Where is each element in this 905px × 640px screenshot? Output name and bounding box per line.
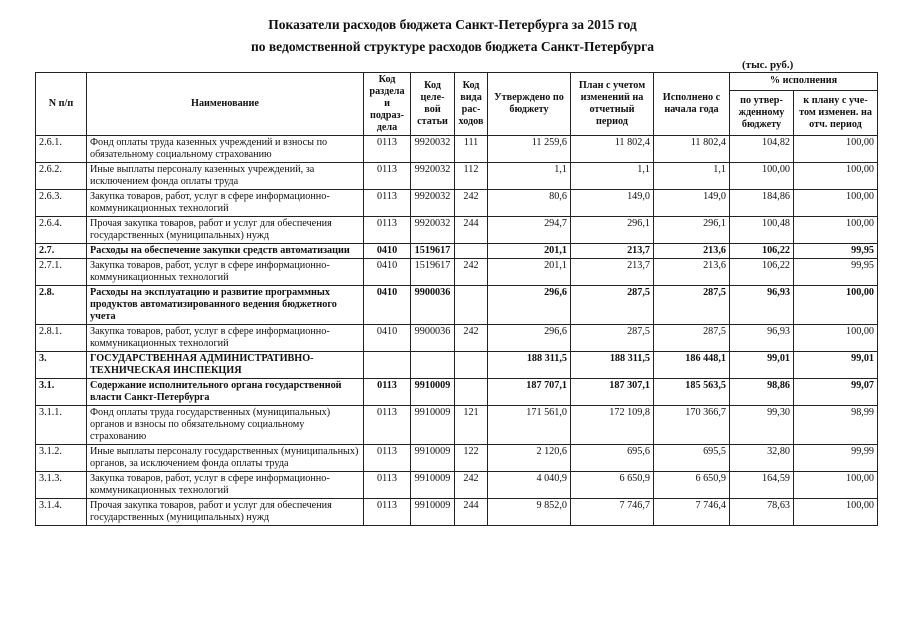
units-label: (тыс. руб.) bbox=[742, 59, 794, 71]
cell-plan: 1,1 bbox=[571, 163, 654, 190]
cell-executed: 186 448,1 bbox=[654, 352, 730, 379]
table-row bbox=[36, 163, 878, 190]
header-percent-group: % исполнения bbox=[730, 73, 878, 91]
cell-cs: 9910009 bbox=[411, 472, 455, 499]
table-row bbox=[36, 259, 878, 286]
cell-plan: 6 650,9 bbox=[571, 472, 654, 499]
cell-cs: 1519617 bbox=[411, 244, 455, 259]
cell-name: Расходы на эксплуатацию и развитие программных продуктов автоматизированного ведения бюджетного учета bbox=[87, 286, 364, 325]
cell-razdel bbox=[364, 352, 411, 379]
header-percent-budget: по утвер-жденному бюджету bbox=[730, 90, 794, 136]
cell-razdel: 0113 bbox=[364, 190, 411, 217]
cell-executed: 287,5 bbox=[654, 325, 730, 352]
table-row bbox=[36, 286, 878, 325]
cell-num: 3.1. bbox=[36, 379, 87, 406]
cell-razdel: 0113 bbox=[364, 472, 411, 499]
cell-pct-budget: 100,00 bbox=[730, 163, 794, 190]
cell-razdel: 0113 bbox=[364, 136, 411, 163]
cell-num: 2.6.2. bbox=[36, 163, 87, 190]
cell-cs: 9910009 bbox=[411, 406, 455, 445]
cell-cs: 9920032 bbox=[411, 190, 455, 217]
header-percent-plan: к плану с уче-том изменен. на отч. период bbox=[794, 90, 878, 136]
cell-approved: 296,6 bbox=[488, 286, 571, 325]
cell-name: ГОСУДАРСТВЕННАЯ АДМИНИСТРАТИВНО-ТЕХНИЧЕСКАЯ ИНСПЕКЦИЯ bbox=[87, 352, 364, 379]
budget-table bbox=[35, 72, 878, 526]
cell-num: 2.7.1. bbox=[36, 259, 87, 286]
cell-name: Прочая закупка товаров, работ и услуг для обеспечения государственных (муниципальных) нужд bbox=[87, 499, 364, 526]
header-executed: Исполнено с начала года bbox=[654, 73, 730, 136]
table-row bbox=[36, 190, 878, 217]
cell-razdel: 0410 bbox=[364, 286, 411, 325]
cell-pct-plan: 100,00 bbox=[794, 136, 878, 163]
cell-pct-budget: 106,22 bbox=[730, 259, 794, 286]
cell-approved: 171 561,0 bbox=[488, 406, 571, 445]
cell-num: 2.6.4. bbox=[36, 217, 87, 244]
table-row bbox=[36, 325, 878, 352]
cell-pct-plan: 100,00 bbox=[794, 472, 878, 499]
cell-executed: 185 563,5 bbox=[654, 379, 730, 406]
cell-razdel: 0113 bbox=[364, 163, 411, 190]
cell-num: 3.1.2. bbox=[36, 445, 87, 472]
cell-plan: 172 109,8 bbox=[571, 406, 654, 445]
cell-cs: 9920032 bbox=[411, 217, 455, 244]
cell-razdel: 0410 bbox=[364, 244, 411, 259]
cell-vr bbox=[455, 286, 488, 325]
cell-plan: 213,7 bbox=[571, 259, 654, 286]
cell-vr: 244 bbox=[455, 499, 488, 526]
cell-cs: 9920032 bbox=[411, 136, 455, 163]
cell-executed: 6 650,9 bbox=[654, 472, 730, 499]
cell-vr: 242 bbox=[455, 325, 488, 352]
cell-pct-budget: 184,86 bbox=[730, 190, 794, 217]
cell-executed: 213,6 bbox=[654, 259, 730, 286]
cell-pct-budget: 106,22 bbox=[730, 244, 794, 259]
cell-approved: 188 311,5 bbox=[488, 352, 571, 379]
cell-approved: 187 707,1 bbox=[488, 379, 571, 406]
cell-razdel: 0113 bbox=[364, 445, 411, 472]
cell-pct-plan: 100,00 bbox=[794, 286, 878, 325]
cell-cs: 9920032 bbox=[411, 163, 455, 190]
cell-executed: 1,1 bbox=[654, 163, 730, 190]
cell-cs: 9900036 bbox=[411, 325, 455, 352]
cell-plan: 149,0 bbox=[571, 190, 654, 217]
cell-approved: 294,7 bbox=[488, 217, 571, 244]
cell-num: 2.8.1. bbox=[36, 325, 87, 352]
header-plan: План с учетом изменений на отчетный период bbox=[571, 73, 654, 136]
cell-executed: 695,5 bbox=[654, 445, 730, 472]
cell-pct-budget: 164,59 bbox=[730, 472, 794, 499]
cell-pct-plan: 100,00 bbox=[794, 163, 878, 190]
cell-razdel: 0113 bbox=[364, 217, 411, 244]
cell-vr: 121 bbox=[455, 406, 488, 445]
header-expense-type: Код вида рас-ходов bbox=[455, 73, 488, 136]
cell-name: Прочая закупка товаров, работ и услуг для обеспечения государственных (муниципальных) нужд bbox=[87, 217, 364, 244]
cell-pct-plan: 99,95 bbox=[794, 259, 878, 286]
cell-num: 2.8. bbox=[36, 286, 87, 325]
cell-pct-plan: 100,00 bbox=[794, 325, 878, 352]
cell-approved: 296,6 bbox=[488, 325, 571, 352]
cell-executed: 7 746,4 bbox=[654, 499, 730, 526]
header-approved: Утверждено по бюджету bbox=[488, 73, 571, 136]
cell-plan: 188 311,5 bbox=[571, 352, 654, 379]
cell-pct-budget: 100,48 bbox=[730, 217, 794, 244]
cell-pct-budget: 98,86 bbox=[730, 379, 794, 406]
document-subtitle: по ведомственной структуре расходов бюджета Санкт-Петербурга bbox=[250, 39, 655, 54]
cell-pct-budget: 99,30 bbox=[730, 406, 794, 445]
header-num: N п/п bbox=[36, 73, 87, 136]
table-row bbox=[36, 406, 878, 445]
cell-name: Закупка товаров, работ, услуг в сфере информационно-коммуникационных технологий bbox=[87, 259, 364, 286]
cell-plan: 695,6 bbox=[571, 445, 654, 472]
cell-executed: 170 366,7 bbox=[654, 406, 730, 445]
cell-pct-budget: 96,93 bbox=[730, 325, 794, 352]
cell-razdel: 0113 bbox=[364, 499, 411, 526]
cell-num: 2.7. bbox=[36, 244, 87, 259]
cell-pct-plan: 99,99 bbox=[794, 445, 878, 472]
cell-plan: 11 802,4 bbox=[571, 136, 654, 163]
cell-name: Закупка товаров, работ, услуг в сфере информационно-коммуникационных технологий bbox=[87, 325, 364, 352]
cell-plan: 287,5 bbox=[571, 325, 654, 352]
cell-pct-plan: 100,00 bbox=[794, 190, 878, 217]
cell-num: 3. bbox=[36, 352, 87, 379]
cell-approved: 11 259,6 bbox=[488, 136, 571, 163]
cell-approved: 4 040,9 bbox=[488, 472, 571, 499]
cell-razdel: 0410 bbox=[364, 259, 411, 286]
cell-approved: 80,6 bbox=[488, 190, 571, 217]
cell-pct-budget: 96,93 bbox=[730, 286, 794, 325]
cell-plan: 296,1 bbox=[571, 217, 654, 244]
cell-cs: 1519617 bbox=[411, 259, 455, 286]
cell-plan: 187 307,1 bbox=[571, 379, 654, 406]
cell-num: 3.1.4. bbox=[36, 499, 87, 526]
cell-executed: 287,5 bbox=[654, 286, 730, 325]
cell-executed: 11 802,4 bbox=[654, 136, 730, 163]
cell-num: 2.6.3. bbox=[36, 190, 87, 217]
table-row bbox=[36, 379, 878, 406]
cell-vr: 111 bbox=[455, 136, 488, 163]
cell-cs bbox=[411, 352, 455, 379]
cell-name: Фонд оплаты труда государственных (муниципальных) органов и взносы по обязательному социальному страхованию bbox=[87, 406, 364, 445]
table-row bbox=[36, 217, 878, 244]
cell-vr: 112 bbox=[455, 163, 488, 190]
cell-name: Закупка товаров, работ, услуг в сфере информационно-коммуникационных технологий bbox=[87, 190, 364, 217]
cell-approved: 9 852,0 bbox=[488, 499, 571, 526]
cell-executed: 213,6 bbox=[654, 244, 730, 259]
cell-name: Фонд оплаты труда казенных учреждений и взносы по обязательному социальному страхованию bbox=[87, 136, 364, 163]
cell-name: Иные выплаты персоналу государственных (муниципальных) органов, за исключением фонда оплаты труда bbox=[87, 445, 364, 472]
cell-num: 3.1.1. bbox=[36, 406, 87, 445]
cell-name: Иные выплаты персоналу казенных учреждений, за исключением фонда оплаты труда bbox=[87, 163, 364, 190]
cell-executed: 149,0 bbox=[654, 190, 730, 217]
document-title: Показатели расходов бюджета Санкт-Петербурга за 2015 год bbox=[268, 17, 637, 32]
header-target-article: Код целе-вой статьи bbox=[411, 73, 455, 136]
table-row bbox=[36, 136, 878, 163]
cell-plan: 7 746,7 bbox=[571, 499, 654, 526]
cell-razdel: 0113 bbox=[364, 406, 411, 445]
cell-vr: 242 bbox=[455, 472, 488, 499]
cell-num: 3.1.3. bbox=[36, 472, 87, 499]
cell-plan: 287,5 bbox=[571, 286, 654, 325]
cell-num: 2.6.1. bbox=[36, 136, 87, 163]
cell-name: Содержание исполнительного органа государственной власти Санкт-Петербурга bbox=[87, 379, 364, 406]
cell-name: Расходы на обеспечение закупки средств автоматизации bbox=[87, 244, 364, 259]
table-row bbox=[36, 472, 878, 499]
table-row bbox=[36, 244, 878, 259]
cell-cs: 9900036 bbox=[411, 286, 455, 325]
cell-approved: 201,1 bbox=[488, 259, 571, 286]
table-body bbox=[36, 136, 878, 526]
cell-pct-plan: 99,01 bbox=[794, 352, 878, 379]
cell-vr bbox=[455, 244, 488, 259]
cell-pct-plan: 100,00 bbox=[794, 499, 878, 526]
cell-pct-budget: 32,80 bbox=[730, 445, 794, 472]
cell-approved: 2 120,6 bbox=[488, 445, 571, 472]
cell-vr bbox=[455, 379, 488, 406]
cell-plan: 213,7 bbox=[571, 244, 654, 259]
cell-vr: 242 bbox=[455, 190, 488, 217]
cell-pct-plan: 98,99 bbox=[794, 406, 878, 445]
cell-cs: 9910009 bbox=[411, 379, 455, 406]
cell-pct-plan: 99,07 bbox=[794, 379, 878, 406]
cell-razdel: 0410 bbox=[364, 325, 411, 352]
cell-razdel: 0113 bbox=[364, 379, 411, 406]
table-row bbox=[36, 352, 878, 379]
cell-vr: 122 bbox=[455, 445, 488, 472]
table-row bbox=[36, 499, 878, 526]
header-razdel: Код раздела и подраз-дела bbox=[364, 73, 411, 136]
cell-vr: 244 bbox=[455, 217, 488, 244]
cell-pct-plan: 99,95 bbox=[794, 244, 878, 259]
cell-cs: 9910009 bbox=[411, 445, 455, 472]
cell-name: Закупка товаров, работ, услуг в сфере информационно-коммуникационных технологий bbox=[87, 472, 364, 499]
header-name: Наименование bbox=[87, 73, 364, 136]
cell-executed: 296,1 bbox=[654, 217, 730, 244]
cell-approved: 201,1 bbox=[488, 244, 571, 259]
cell-vr: 242 bbox=[455, 259, 488, 286]
cell-vr bbox=[455, 352, 488, 379]
cell-pct-plan: 100,00 bbox=[794, 217, 878, 244]
cell-pct-budget: 99,01 bbox=[730, 352, 794, 379]
cell-approved: 1,1 bbox=[488, 163, 571, 190]
cell-cs: 9910009 bbox=[411, 499, 455, 526]
cell-pct-budget: 104,82 bbox=[730, 136, 794, 163]
cell-pct-budget: 78,63 bbox=[730, 499, 794, 526]
table-row bbox=[36, 445, 878, 472]
